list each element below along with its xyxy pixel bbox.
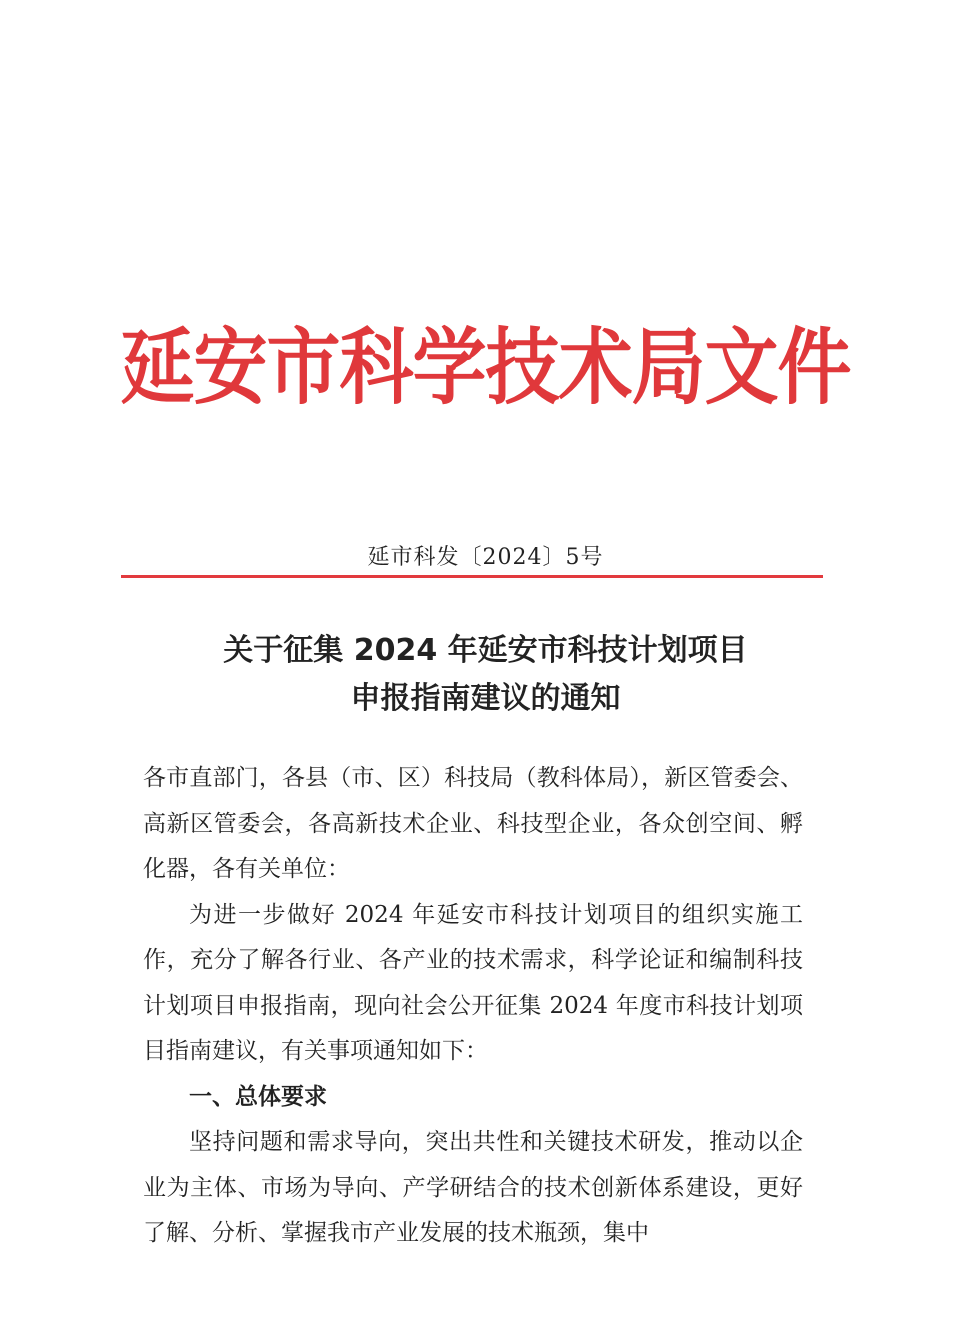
notice-body — [143, 756, 803, 1257]
red-divider-line — [121, 575, 823, 578]
body-paragraph: 为进一步做好 2024 年延安市科技计划项目的组织实施工作，充分了解各行业、各产业的技术需求，科学论证和编制科技计划项目申报指南，现向社会公开征集 2024 年度市科技计划项目指南建议，有关事项通知如下： — [143, 901, 803, 1064]
section-heading: 一、总体要求 — [189, 1083, 327, 1110]
issuer-header: 延安市科学技术局文件 — [120, 319, 851, 417]
notice-title — [0, 627, 971, 723]
body-paragraph: 坚持问题和需求导向，突出共性和关键技术研发，推动以企业为主体、市场为导向、产学研结合的技术创新体系建设，更好了解、分析、掌握我市产业发展的技术瓶颈，集中 — [143, 1129, 803, 1246]
notice-title-line-1: 关于征集 2024 年延安市科技计划项目 — [223, 633, 748, 668]
addressee: 各市直部门，各县（市、区）科技局（教科体局），新区管委会、高新区管委会，各高新技术企业、科技型企业，各众创空间、孵化器，各有关单位： — [143, 765, 803, 882]
document-number: 延市科发〔2024〕5号 — [367, 545, 604, 570]
notice-title-line-2: 申报指南建议的通知 — [350, 681, 621, 716]
